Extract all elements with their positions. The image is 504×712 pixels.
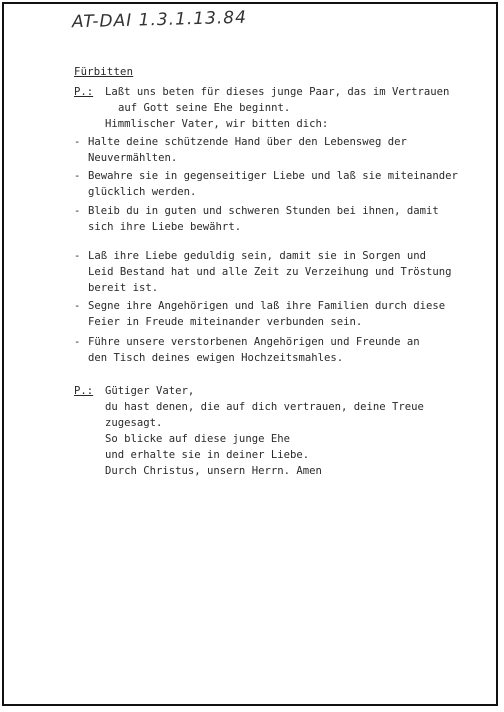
- intro-line: auf Gott seine Ehe beginnt.: [118, 102, 291, 114]
- petition-line: Neuvermählten.: [88, 152, 178, 164]
- petition-line: glücklich werden.: [88, 186, 197, 198]
- archive-code-handwritten: AT-DAI 1.3.1.13.84: [71, 7, 248, 33]
- closing-line: zugesagt.: [105, 417, 163, 429]
- petition-line: bereit ist.: [88, 282, 159, 294]
- petition-line: Halte deine schützende Hand über den Lebensweg der: [88, 136, 407, 148]
- petition-text: [88, 298, 445, 330]
- petition-dash: -: [74, 136, 81, 148]
- speaker-label: P.:: [74, 86, 94, 98]
- closing-line: Durch Christus, unsern Herrn. Amen: [105, 465, 322, 477]
- petition-line: Laß ihre Liebe geduldig sein, damit sie in Sorgen und: [88, 250, 427, 262]
- closing-line: Gütiger Vater,: [105, 385, 195, 397]
- petition-text: [88, 203, 439, 235]
- petition-line: den Tisch deines ewigen Hochzeitsmahles.: [88, 352, 344, 364]
- page-heading: Fürbitten: [74, 66, 134, 78]
- closing-line: du hast denen, die auf dich vertrauen, deine Treue: [105, 401, 424, 413]
- closing-line: So blicke auf diese junge Ehe: [105, 433, 290, 445]
- petition-dash: -: [74, 336, 81, 348]
- petition-line: Führe unsere verstorbenen Angehörigen und Freunde an: [88, 336, 420, 348]
- petition-line: sich ihre Liebe bewährt.: [88, 221, 242, 233]
- petition-text: [88, 248, 452, 296]
- petition-line: Leid Bestand hat und alle Zeit zu Verzeihung und Tröstung: [88, 266, 452, 278]
- petition-text: [88, 334, 420, 366]
- closing-text: [105, 383, 424, 479]
- petition-line: Bleib du in guten und schweren Stunden bei ihnen, damit: [88, 205, 439, 217]
- petition-text: [88, 134, 407, 166]
- petition-line: Feier in Freude miteinander verbunden sein.: [88, 316, 363, 328]
- petition-line: Bewahre sie in gegenseitiger Liebe und laß sie miteinander: [88, 170, 458, 182]
- petition-text: [88, 168, 458, 200]
- intro-text: [105, 84, 449, 132]
- petition-dash: -: [74, 250, 81, 262]
- petition-dash: -: [74, 205, 81, 217]
- closing-line: und erhalte sie in deiner Liebe.: [105, 449, 310, 461]
- intro-line: Himmlischer Vater, wir bitten dich:: [105, 118, 329, 130]
- petition-dash: -: [74, 170, 81, 182]
- petition-dash: -: [74, 300, 81, 312]
- intro-line: Laßt uns beten für dieses junge Paar, das im Vertrauen: [105, 86, 450, 98]
- petition-line: Segne ihre Angehörigen und laß ihre Familien durch diese: [88, 300, 446, 312]
- speaker-label: P.:: [74, 385, 94, 397]
